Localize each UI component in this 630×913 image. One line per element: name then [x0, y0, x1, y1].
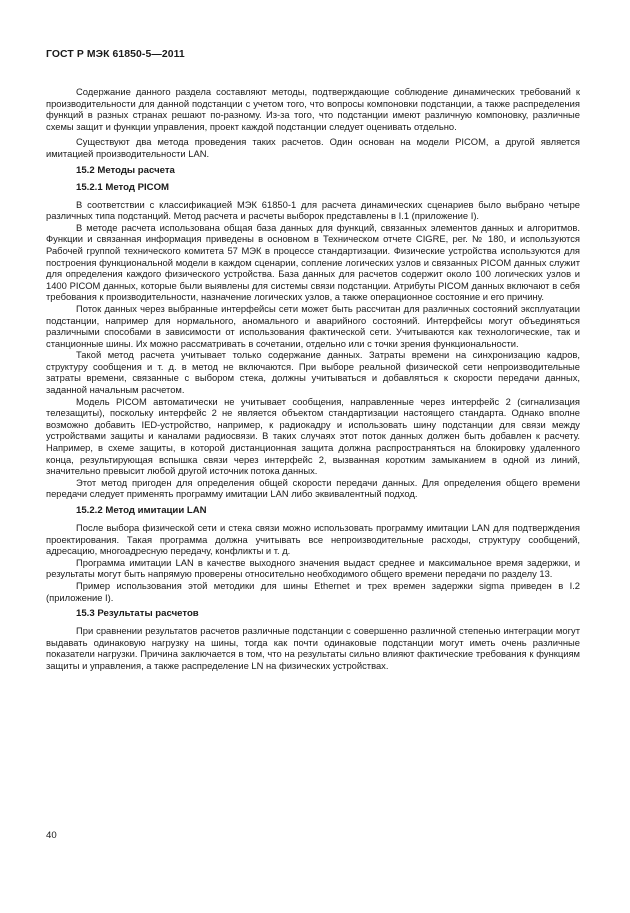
- paragraph: Пример использования этой методики для шины Ethernet и трех времен задержки sigma приведен в I.2 (приложение I).: [46, 579, 580, 603]
- section-heading: 15.2 Методы расчета: [76, 164, 175, 176]
- paragraph: Модель PICOM автоматически не учитывает сообщения, направленные через интерфейс 2 (сигнализация телезащиты), поскольку интерфейс 2 не является объектом стандартизации настоящего стандарта. Однако вполне возможно добавить IED-устройство, например, к радиокадру и использовать шину подстанции для связи между устройствами защиты и каналами радиосвязи. В таких случаях этот поток данных должен быть добавлен к расчету. Например, в схеме защиты, в которой дистанционная защита должна распространяться на блокировку удаленного конца, результирующая вспышка связи через интерфейс 2, вызванная коротким замыканием в одной из линий, значительно превысит любой другой источник потока данных.: [46, 395, 580, 477]
- paragraph: В соответствии с классификацией МЭК 61850-1 для расчета динамических сценариев было выбрано четыре различных типа подстанций. Метод расчета и расчеты выборок представлены в I.1 (приложение I).: [46, 198, 580, 222]
- page-number: 40: [46, 830, 57, 841]
- subsection-heading: 15.2.2 Метод имитации LAN: [76, 505, 207, 516]
- paragraph: Поток данных через выбранные интерфейсы сети может быть рассчитан для различных состояний эксплуатации подстанции, например для нормального, аномального и аварийного состояний. Интерфейсы могут объединяться различными способами в зависимости от использования фактической сети. Учитываются как технологические, так и станционные шины. Их можно рассматривать в сочетании, отдельно или с точки зрения функциональности.: [46, 302, 580, 349]
- document-body: [46, 86, 580, 672]
- subsection-heading: 15.2.1 Метод PICOM: [76, 181, 170, 193]
- paragraph: Существуют два метода проведения таких расчетов. Один основан на модели PICOM, а другой является имитацией производительности LAN.: [46, 136, 580, 159]
- section-heading: 15.3 Результаты расчетов: [76, 608, 199, 620]
- paragraph: Содержание данного раздела составляют методы, подтверждающие соблюдение динамических требований к производительности для данной подстанции с учетом того, что вопросы компоновки подстанции, а также распределения функций в разных странах решают по-разному. Из-за того, что подстанции имеют различную компоновку, различные схемы защит и функции управления, проект каждой подстанции следует оценивать отдельно.: [46, 86, 580, 132]
- paragraph: Такой метод расчета учитывает только содержание данных. Затраты времени на синхронизацию кадров, структуру сообщения и т. д. в метод не включаются. При выборе реальной физической сети непроизводительные затраты времени, связанные с выбором стека, должны учитываться и добавляться к скорости передачи данных, заданной начальным расчетом.: [46, 349, 580, 396]
- paragraph: Программа имитации LAN в качестве выходного значения выдаст среднее и максимальное время задержки, и результаты могут быть напрямую проверены относительно необходимого общего времени передачи по разделу 13.: [46, 556, 580, 580]
- paragraph: При сравнении результатов расчетов различные подстанции с совершенно различной степенью интеграции могут выдавать одинаковую нагрузку на шины, тогда как почти одинаковые подстанции могут иметь очень различные показатели нагрузки. Причина заключается в том, что на результаты сильно влияют фактические требования к функциям защиты и управления, а также распределение LN на физических устройствах.: [46, 625, 580, 671]
- paragraph: Этот метод пригоден для определения общей скорости передачи данных. Для определения общего времени передачи следует применять программу имитации LAN либо эквивалентный подход.: [46, 476, 580, 500]
- paragraph: В методе расчета использована общая база данных для функций, связанных элементов данных и алгоритмов. Функции и связанная информация приведены в основном в Техническом отчете CIGRE, рег. № 180, и используются Рабочей группой технического комитета 57 МЭК в процессе стандартизации. Физические устройства используются для построения функциональной модели в каждом сценарии, сопление логических узлов и связанных PICOM данных служит для определения каждого физического устройства. База данных для расчетов содержит около 100 логических узлов и 1400 PICOM данных, которые были выявлены для системы связи подстанции. Атрибуты PICOM данных включают в себя требования к производительности, назначение логических узлов, а также операционное состояние и его причину.: [46, 221, 580, 303]
- paragraph: После выбора физической сети и стека связи можно использовать программу имитации LAN для подтверждения проектирования. Такая программа должна учитывать все непроизводительные расходы, структуру сообщений, адресацию, многоадресную передачу, конфликты и т. д.: [46, 522, 580, 557]
- document-header: ГОСТ Р МЭК 61850-5—2011: [46, 49, 185, 60]
